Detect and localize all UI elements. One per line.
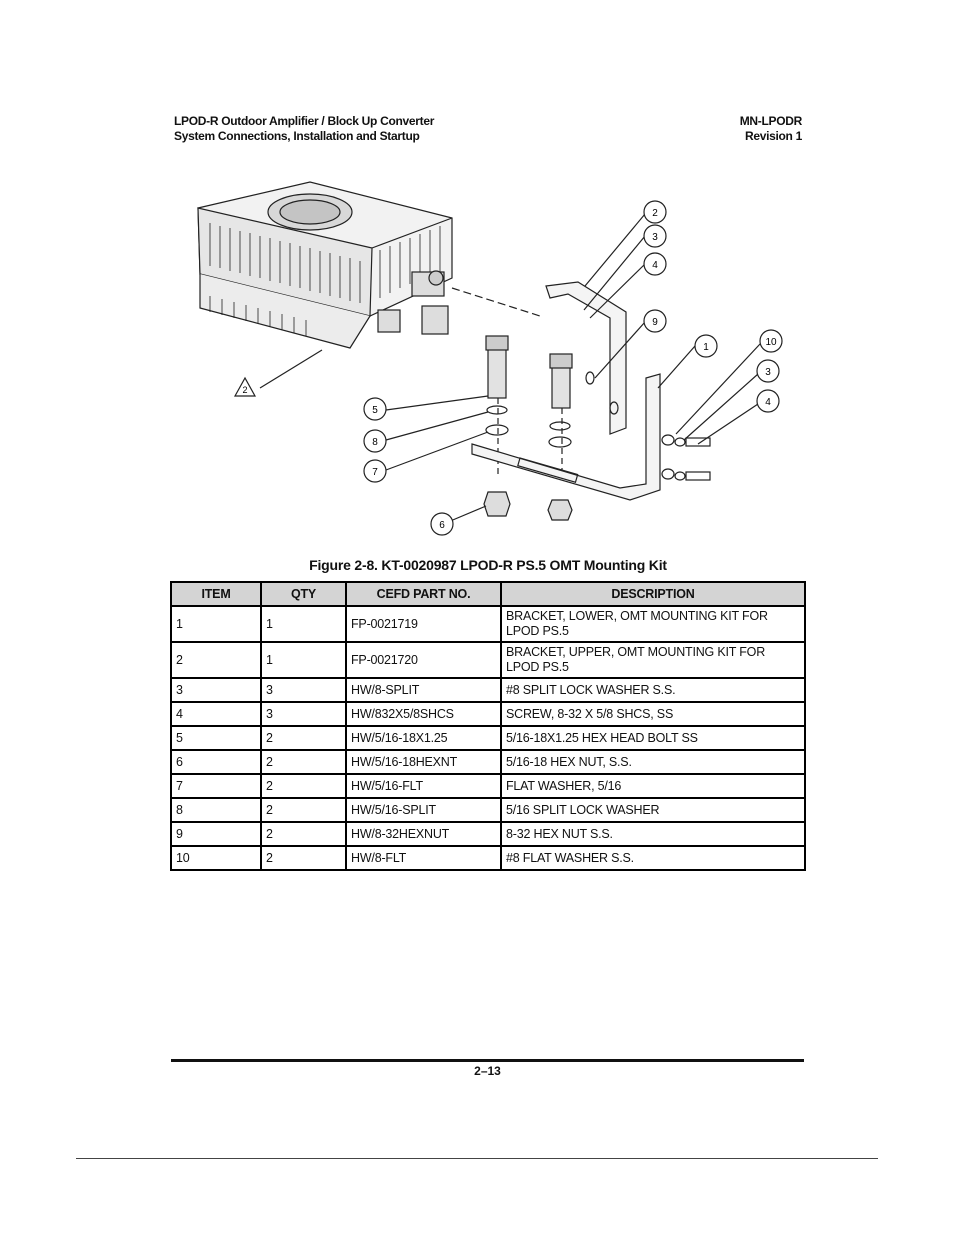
table-row <box>171 726 805 750</box>
table-row <box>171 702 805 726</box>
description-cell: BRACKET, LOWER, OMT MOUNTING KIT FOR LPOD PS.5 <box>501 606 805 642</box>
callout-6: 6 <box>439 520 445 531</box>
description-cell: 5/16-18X1.25 HEX HEAD BOLT SS <box>501 726 805 750</box>
item-cell: 7 <box>171 774 261 798</box>
running-header-right <box>740 114 802 144</box>
qty-cell: 2 <box>261 822 346 846</box>
table-row <box>171 774 805 798</box>
description-cell: #8 SPLIT LOCK WASHER S.S. <box>501 678 805 702</box>
table-row <box>171 846 805 870</box>
description-cell: 5/16-18 HEX NUT, S.S. <box>501 750 805 774</box>
mounting-kit-illustration <box>190 178 790 553</box>
callout-8: 8 <box>372 437 378 448</box>
callout-7: 7 <box>372 467 378 478</box>
qty-cell: 2 <box>261 774 346 798</box>
page-bottom-divider <box>76 1158 878 1159</box>
qty-cell: 1 <box>261 642 346 678</box>
table-row <box>171 750 805 774</box>
table-row <box>171 678 805 702</box>
table-row <box>171 798 805 822</box>
callout-2: 2 <box>652 208 658 219</box>
manual-number: MN-LPODR <box>739 114 802 128</box>
part-no-cell: HW/5/16-FLT <box>346 774 501 798</box>
note-symbol: 2 <box>242 385 248 395</box>
description-cell: BRACKET, UPPER, OMT MOUNTING KIT FOR LPOD PS.5 <box>501 642 805 678</box>
header-subtitle: System Connections, Installation and Startup <box>174 129 420 143</box>
page-number: 2–13 <box>474 1064 501 1078</box>
header-title: LPOD-R Outdoor Amplifier / Block Up Converter <box>174 114 435 128</box>
description-cell: 8-32 HEX NUT S.S. <box>501 822 805 846</box>
footer-divider <box>171 1059 804 1062</box>
part-no-cell: HW/8-SPLIT <box>346 678 501 702</box>
table-row <box>171 822 805 846</box>
qty-cell: 2 <box>261 798 346 822</box>
table-header-row <box>171 582 805 606</box>
callout-1: 1 <box>703 342 709 353</box>
callout-3: 3 <box>652 232 658 243</box>
part-no-cell: HW/5/16-18HEXNT <box>346 750 501 774</box>
item-cell: 3 <box>171 678 261 702</box>
qty-cell: 2 <box>261 750 346 774</box>
figure-caption: Figure 2-8. KT-0020987 LPOD-R PS.5 OMT Mounting Kit <box>309 557 667 573</box>
callout-10: 10 <box>765 337 777 348</box>
table-row <box>171 642 805 678</box>
callout-5: 5 <box>372 405 378 416</box>
callout-9: 9 <box>652 317 658 328</box>
part-no-cell: HW/832X5/8SHCS <box>346 702 501 726</box>
item-cell: 6 <box>171 750 261 774</box>
callout-4: 4 <box>652 260 658 271</box>
part-no-cell: FP-0021720 <box>346 642 501 678</box>
item-cell: 2 <box>171 642 261 678</box>
revision: Revision 1 <box>744 129 802 143</box>
part-no-cell: HW/5/16-18X1.25 <box>346 726 501 750</box>
column-header-part-no: CEFD PART NO. <box>346 582 501 606</box>
description-cell: FLAT WASHER, 5/16 <box>501 774 805 798</box>
column-header-description: DESCRIPTION <box>501 582 805 606</box>
running-header-left <box>174 114 434 144</box>
description-cell: SCREW, 8-32 X 5/8 SHCS, SS <box>501 702 805 726</box>
description-cell: #8 FLAT WASHER S.S. <box>501 846 805 870</box>
qty-cell: 1 <box>261 606 346 642</box>
item-cell: 1 <box>171 606 261 642</box>
part-no-cell: HW/5/16-SPLIT <box>346 798 501 822</box>
item-cell: 9 <box>171 822 261 846</box>
qty-cell: 3 <box>261 702 346 726</box>
description-cell: 5/16 SPLIT LOCK WASHER <box>501 798 805 822</box>
part-no-cell: HW/8-32HEXNUT <box>346 822 501 846</box>
item-cell: 4 <box>171 702 261 726</box>
callout-3-lower: 3 <box>765 367 771 378</box>
qty-cell: 2 <box>261 846 346 870</box>
part-no-cell: FP-0021719 <box>346 606 501 642</box>
item-cell: 8 <box>171 798 261 822</box>
column-header-qty: QTY <box>261 582 346 606</box>
qty-cell: 3 <box>261 678 346 702</box>
item-cell: 5 <box>171 726 261 750</box>
callout-4-lower: 4 <box>765 397 771 408</box>
parts-table <box>170 581 806 871</box>
qty-cell: 2 <box>261 726 346 750</box>
column-header-item: ITEM <box>171 582 261 606</box>
part-no-cell: HW/8-FLT <box>346 846 501 870</box>
item-cell: 10 <box>171 846 261 870</box>
table-row <box>171 606 805 642</box>
